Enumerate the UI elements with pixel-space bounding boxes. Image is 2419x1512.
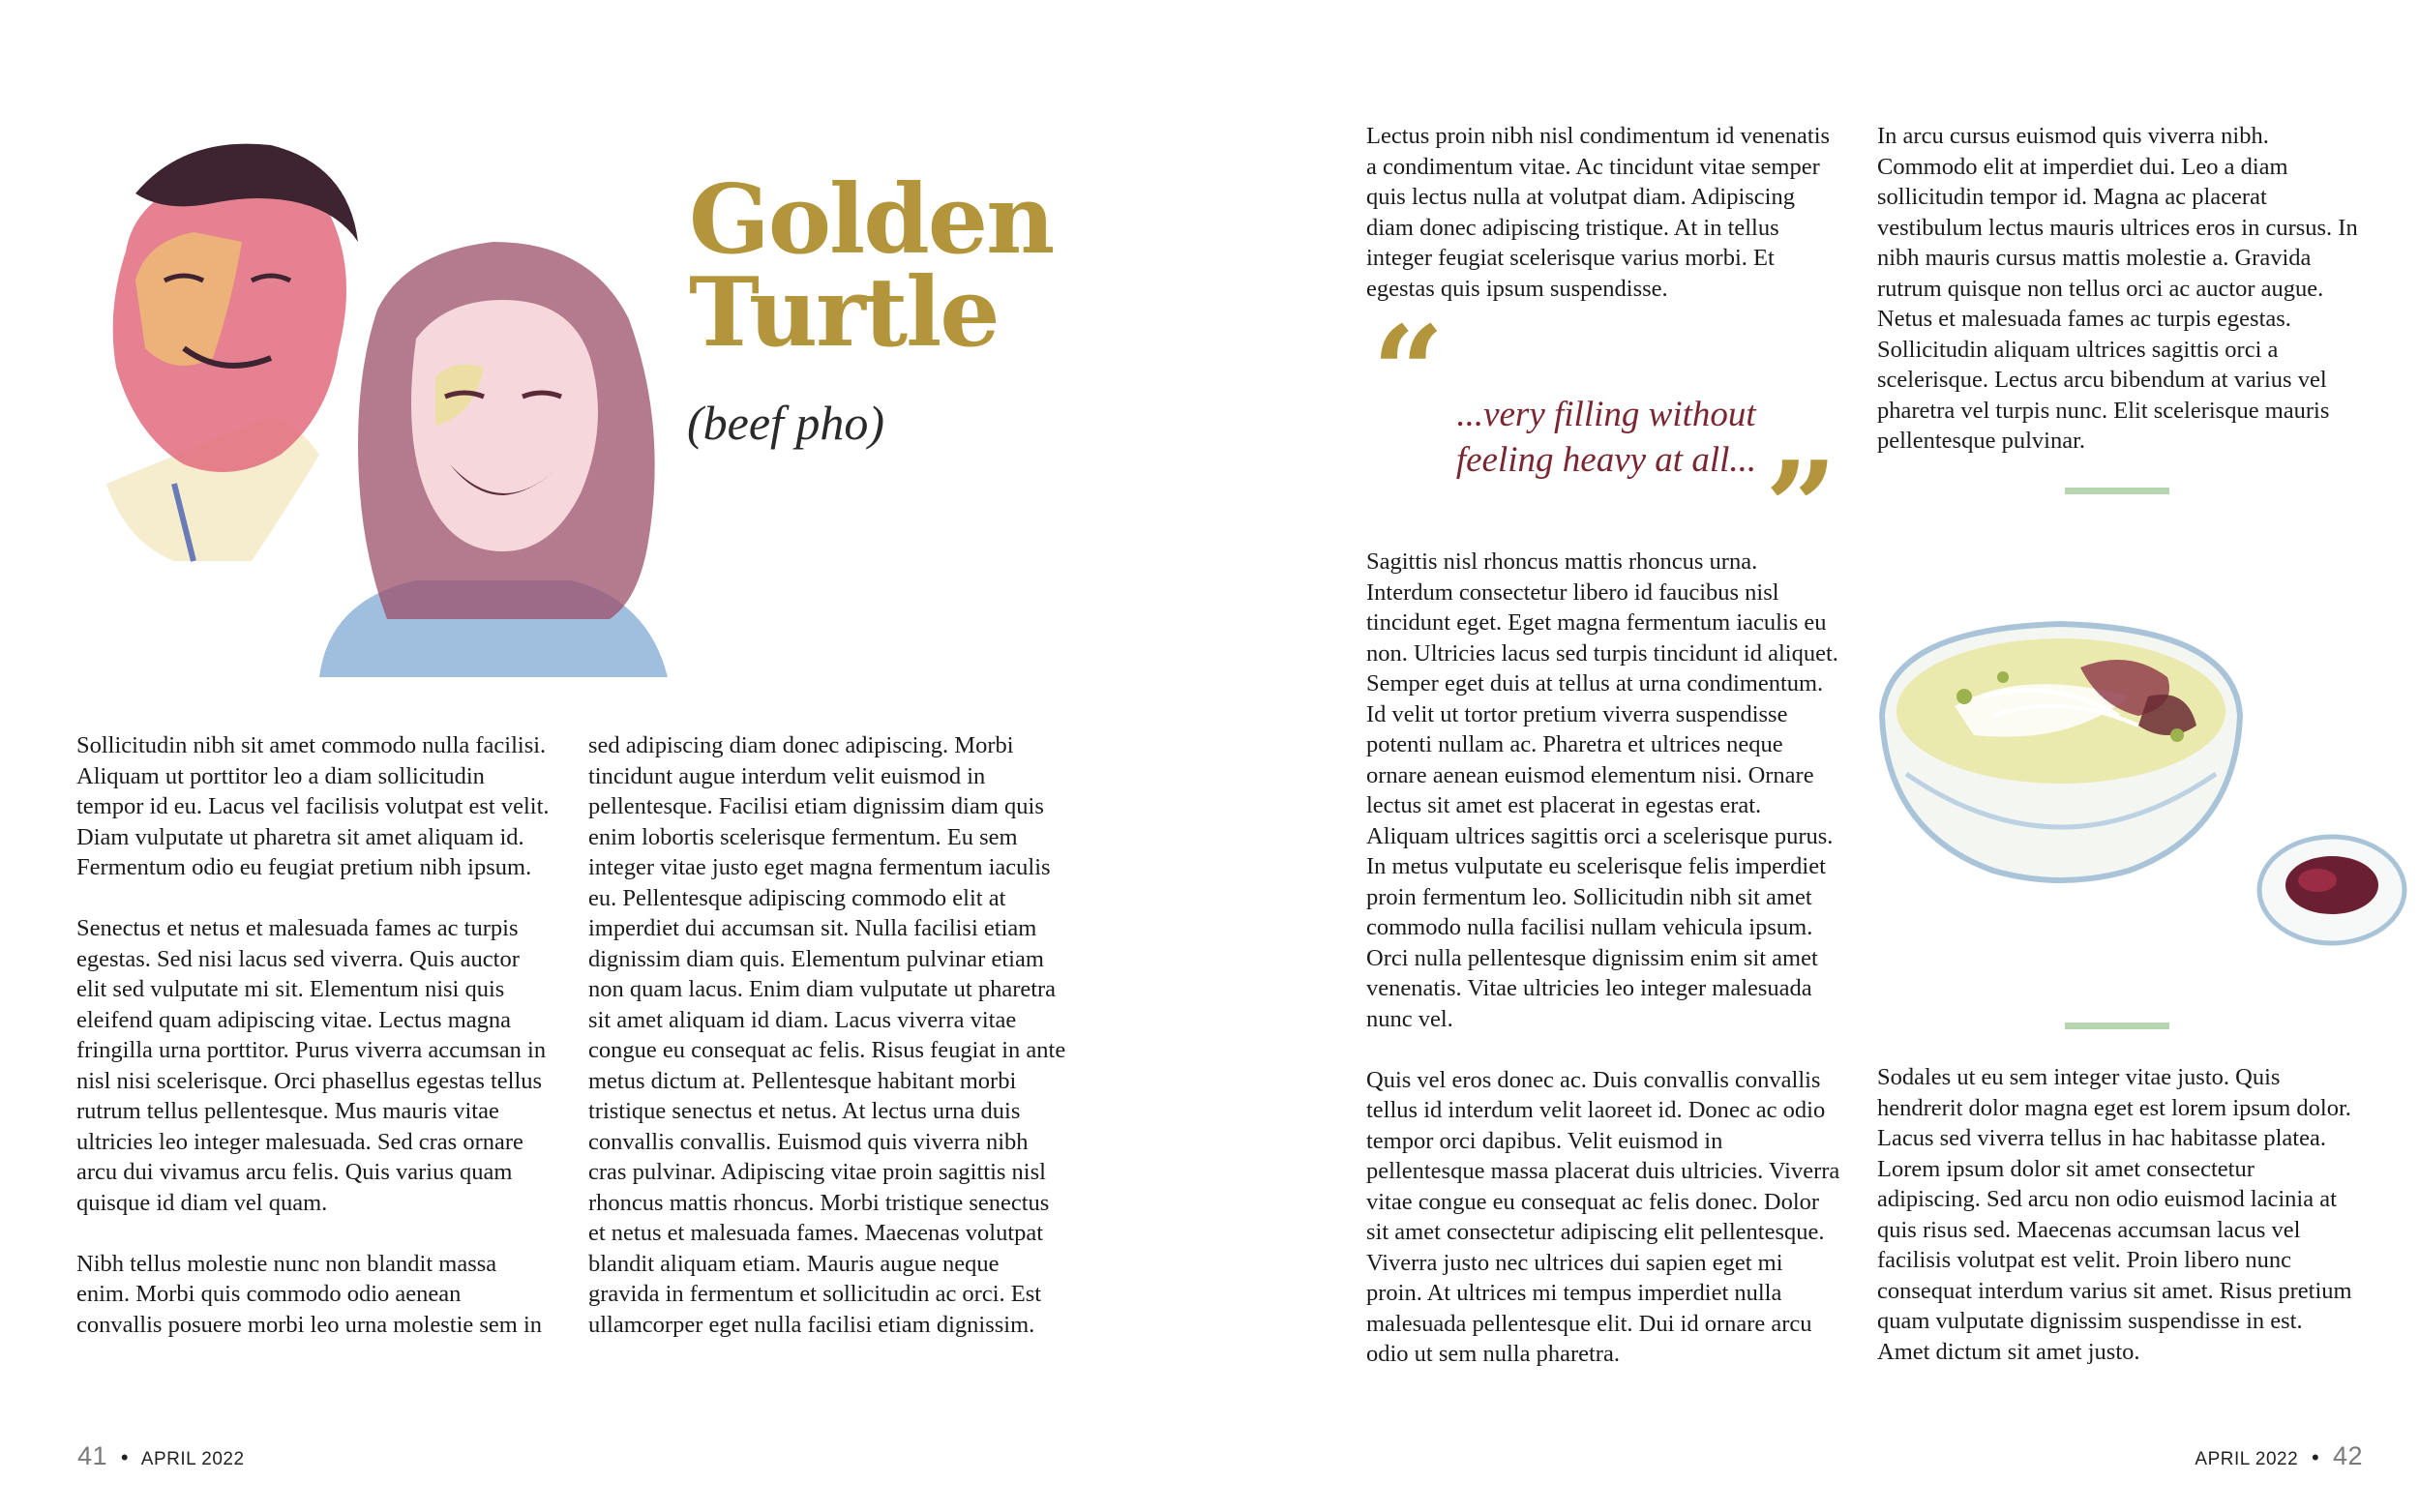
page-number: 41	[77, 1441, 108, 1470]
divider-rule-bottom	[2065, 1023, 2169, 1029]
folio-bullet: •	[120, 1445, 130, 1469]
open-quote-mark: “	[1372, 298, 1445, 446]
paragraph: Lectus proin nibh nisl condimentum id venenatis a condimentum vitae. Ac tincidunt vitae semper quis lectus nulla at volutpat diam. Adipiscing diam donec adipiscing tristique. At in tellus integer feugiat scelerisque varius morbi. Et egestas quis ipsum suspendisse.	[1366, 123, 1831, 302]
couple-portrait-illustration	[68, 135, 687, 716]
article-title	[689, 164, 1054, 369]
issue-date: APRIL 2022	[140, 1449, 245, 1469]
paragraph: In arcu cursus euismod quis viverra nibh. Commodo elit at imperdiet dui. Leo a diam sollicitudin tempor id. Magna ac placerat vestibulum lectus mauris ultrices eros in cursus. In nibh mauris cursus mattis molestie a. Gravida rutrum quisque non tellus orci ac auctor augue. Netus et malesuada fames ac turpis egestas. Sollicitudin aliquam ultrices sagittis orci a scelerisque. Lectus arcu bibendum at varius vel pharetra vel turpis nunc. Elit scelerisque mauris pellentesque pulvinar.	[1877, 123, 2358, 454]
title-line-2: Turtle	[689, 257, 999, 369]
left-column-2	[588, 730, 1067, 1340]
page-number: 42	[2332, 1441, 2363, 1470]
divider-rule-top	[2065, 488, 2169, 494]
right-folio	[2195, 1441, 2363, 1471]
pho-bowl-illustration	[1877, 609, 2409, 977]
left-column-1	[76, 730, 551, 1340]
paragraph: Sollicitudin nibh sit amet commodo nulla facilisi. Aliquam ut porttitor leo a diam sollicitudin tempor id eu. Lacus vel facilisis volutpat est velit. Diam vulputate ut pharetra sit amet aliquam id. Fermentum odio eu feugiat pretium nibh ipsum.	[76, 732, 550, 880]
pull-quote: ...very filling without feeling heavy at all...	[1455, 395, 1757, 480]
paragraph: Quis vel eros donec ac. Duis convallis convallis tellus id interdum velit laoreet id. Donec ac odio tempor orci dapibus. Velit euismod in pellentesque massa placerat duis ultricies. Viverra vitae congue eu consequat ac felis donec. Dolor sit amet consectetur adipiscing elit pellentesque. Viverra justo nec ultrices dui sapien eget mi proin. At ultrices mi tempus imperdiet nulla malesuada pellentesque elit. Dui id ornare arcu odio ut sem nulla pharetra.	[1366, 1066, 1840, 1367]
title-line-1: Golden	[689, 164, 1054, 276]
right-column-1-bottom	[1366, 547, 1842, 1370]
right-column-2-top	[1877, 121, 2359, 457]
paragraph: sed adipiscing diam donec adipiscing. Morbi tincidunt augue interdum velit euismod in pellentesque. Facilisi etiam dignissim diam quis enim lobortis scelerisque fermentum. Eu sem integer vitae justo eget magna fermentum iaculis eu. Pellentesque adipiscing commodo elit at imperdiet dui accumsan sit. Nulla facilisi etiam dignissim diam quis. Elementum pulvinar etiam non quam lacus. Enim diam vulputate ut pharetra sit amet aliquam id diam. Lacus viverra vitae congue eu consequat ac felis. Risus feugiat in ante metus dictum at. Pellentesque habitant morbi tristique senectus et netus. At lectus urna duis convallis convallis. Euismod quis viverra nibh cras pulvinar. Adipiscing vitae proin sagittis nisl rhoncus mattis rhoncus. Morbi tristique senectus et netus et malesuada fames. Maecenas volutpat blandit aliquam etiam. Mauris augue neque gravida in fermentum et sollicitudin ac orci. Est ullamcorper eget nulla facilisi etiam dignissim.	[588, 732, 1066, 1338]
close-quote-mark: ”	[1765, 433, 1837, 581]
article-subtitle: (beef pho)	[687, 396, 885, 450]
paragraph: Sagittis nisl rhoncus mattis rhoncus urna. Interdum consectetur libero id faucibus nisl tincidunt eget. Eget magna fermentum iaculis eu non. Ultricies lacus sed turpis tincidunt id aliquet. Semper eget duis at tellus at urna condimentum. Id velit ut tortor pretium viverra suspendisse potenti nullam ac. Pharetra et ultrices neque ornare aenean euismod elementum nisi. Ornare lectus sit amet est placerat in egestas erat. Aliquam ultrices sagittis orci a scelerisque purus. In metus vulputate eu scelerisque felis imperdiet proin fermentum leo. Sollicitudin nibh sit amet commodo nulla facilisi nullam vehicula ipsum. Orci nulla pellentesque dignissim enim sit amet venenatis. Vitae ultricies leo integer malesuada nunc vel.	[1366, 548, 1838, 1032]
paragraph: Nibh tellus molestie nunc non blandit massa enim. Morbi quis commodo odio aenean convallis posuere morbi leo urna molestie sem in	[76, 1250, 543, 1338]
left-folio	[77, 1441, 245, 1471]
paragraph: Senectus et netus et malesuada fames ac turpis egestas. Sed nisi lacus sed viverra. Quis auctor elit sed vulputate mi sit. Elementum nisi quis eleifend quam adipiscing vitae. Lectus magna fringilla urna porttitor. Purus viverra accumsan in nisl nisi scelerisque. Orci phasellus egestas tellus rutrum tellus pellentesque. Mus mauris vitae ultricies leo integer malesuada. Sed cras ornare arcu dui vivamus arcu felis. Quis varius quam quisque id diam vel quam.	[76, 915, 547, 1216]
folio-bullet: •	[2311, 1445, 2320, 1469]
right-column-2-bottom	[1877, 1062, 2359, 1367]
paragraph: Sodales ut eu sem integer vitae justo. Quis hendrerit dolor magna eget est lorem ipsum dolor. Lacus sed viverra tellus in hac habitasse platea. Lorem ipsum dolor sit amet consectetur adipiscing. Sed arcu non odio euismod lacinia at quis risus sed. Maecenas accumsan lacus vel facilisis volutpat est velit. Proin libero nunc consequat interdum varius sit amet. Risus pretium quam vulputate dignissim suspendisse in est. Amet dictum sit amet justo.	[1877, 1064, 2352, 1365]
right-column-1-top	[1366, 121, 1842, 304]
right-page	[1210, 0, 2419, 1512]
issue-date: APRIL 2022	[2195, 1449, 2299, 1469]
